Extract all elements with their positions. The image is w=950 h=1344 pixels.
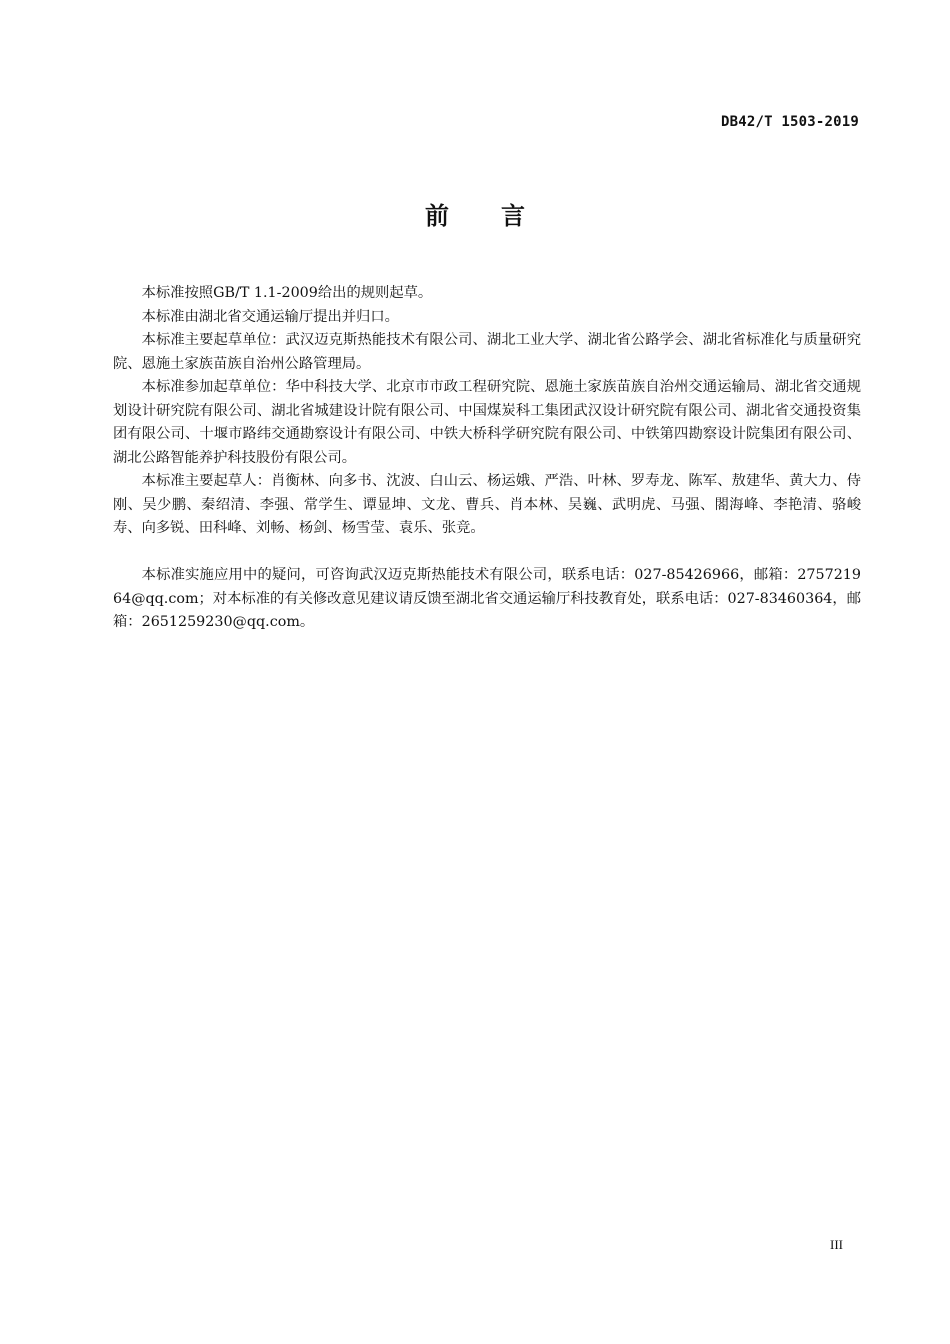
foreword-body — [113, 282, 861, 635]
standard-code: DB42/T 1503-2019 — [720, 114, 859, 130]
paragraph-main-drafting-units: 本标准主要起草单位：武汉迈克斯热能技术有限公司、湖北工业大学、湖北省公路学会、湖北省标准化与质量研究院、恩施土家族苗族自治州公路管理局。 — [113, 332, 861, 372]
page-number: III — [830, 1237, 843, 1252]
paragraph-contact-info: 本标准实施应用中的疑问，可咨询武汉迈克斯热能技术有限公司，联系电话：027-85426966，邮箱：275721964@qq.com；对本标准的有关修改意见建议请反馈至湖北省交通运输厅科技教育处，联系电话：027-83460364，邮箱：2651259230@qq.com。 — [113, 567, 861, 630]
paragraph-drafting-rules: 本标准按照GB/T 1.1-2009给出的规则起草。 — [141, 285, 433, 301]
paragraph-proposer: 本标准由湖北省交通运输厅提出并归口。 — [141, 308, 399, 325]
page-title: 前言 — [425, 202, 577, 230]
paragraph-participating-units: 本标准参加起草单位：华中科技大学、北京市市政工程研究院、恩施土家族苗族自治州交通运输局、湖北省交通规划设计研究院有限公司、湖北省城建设计院有限公司、中国煤炭科工集团武汉设计研究院有限公司、湖北省交通投资集团有限公司、十堰市路纬交通勘察设计有限公司、中铁大桥科学研究院有限公司、中铁第四勘察设计院集团有限公司、湖北公路智能养护科技股份有限公司。 — [113, 379, 861, 466]
paragraph-main-drafters: 本标准主要起草人：肖衡林、向多书、沈波、白山云、杨运娥、严浩、叶林、罗寿龙、陈军、敖建华、黄大力、侍刚、吴少鹏、秦绍清、李强、常学生、谭显坤、文龙、曹兵、肖本林、吴巍、武明虎、马强、閤海峰、李艳清、骆峻寿、向多锐、田科峰、刘畅、杨剑、杨雪莹、袁乐、张竞。 — [113, 473, 861, 536]
